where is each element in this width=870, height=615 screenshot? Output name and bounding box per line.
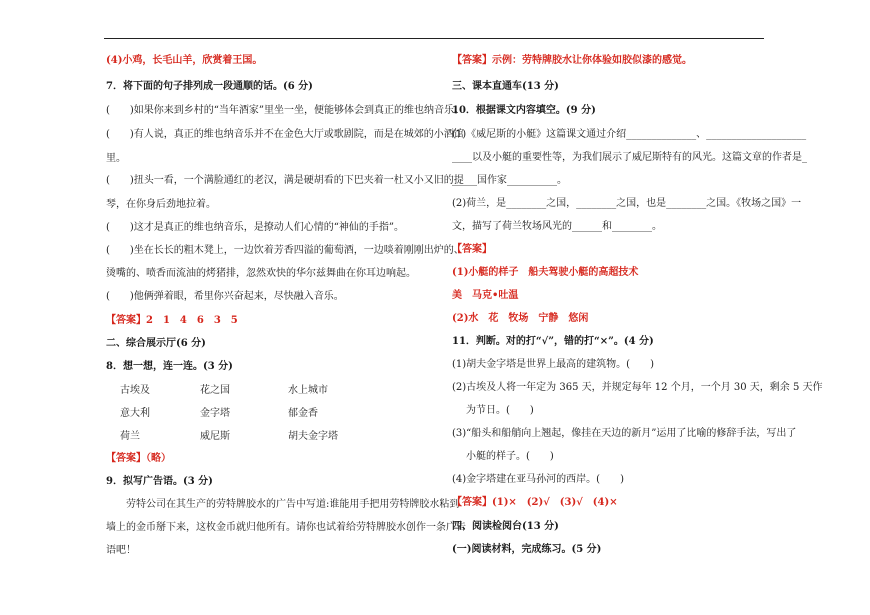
- question-7-title: 7．将下面的句子排列成一段通顺的话。(6 分): [106, 81, 313, 92]
- match-item: 威尼斯: [200, 431, 230, 442]
- section-2-title: 二、综合展示厅(6 分): [106, 338, 206, 349]
- match-item: 水上城市: [288, 385, 328, 396]
- answer-8: 【答案】（略）: [106, 453, 171, 464]
- judge-item-cont: 为节日。( ): [466, 405, 534, 416]
- fill-blank-line: ____以及小艇的重要性等，为我们展示了威尼斯特有的风光。这篇文章的作者是_: [452, 152, 807, 163]
- section-4-title: 四、阅读检阅台(13 分): [452, 521, 559, 532]
- sentence-item: ( )如果你来到乡村的“当年酒家”里坐一坐，便能够体会到真正的维也纳音乐。: [106, 105, 465, 116]
- judge-item: (2)古埃及人将一年定为 365 天，并规定每年 12 个月，一个月 30 天，剩余 5 天作: [452, 382, 823, 393]
- reading-part-1-title: (一)阅读材料，完成练习。(5 分): [452, 544, 602, 555]
- match-item: 金字塔: [200, 408, 230, 419]
- fill-blank-line: 文，描写了荷兰牧场风光的______和________。: [452, 221, 662, 232]
- match-item: 意大利: [120, 408, 150, 419]
- match-item: 郁金香: [288, 408, 318, 419]
- question-10-title: 10．根据课文内容填空。(9 分): [452, 105, 596, 116]
- paragraph-line: 语吧！: [106, 545, 136, 556]
- header-rule: [104, 38, 764, 39]
- judge-item: (1)胡夫金字塔是世界上最高的建筑物。( ): [452, 359, 654, 370]
- question-9-title: 9．拟写广告语。(3 分): [106, 476, 213, 487]
- sentence-item-cont: 烫嘴的、喷香而流油的烤猪排，忽然欢快的华尔兹舞曲在你耳边响起。: [106, 268, 416, 279]
- answer-7: 【答案】2 1 4 6 3 5: [106, 315, 238, 326]
- judge-item: (3)“船头和船艄向上翘起，像挂在天边的新月”运用了比喻的修辞手法，写出了: [452, 428, 797, 439]
- match-item: 花之国: [200, 385, 230, 396]
- answer-10-line: (2)水 花 牧场 宁静 悠闲: [452, 313, 589, 324]
- judge-item: (4)金字塔建在亚马孙河的西岸。( ): [452, 474, 624, 485]
- answer-10-line: 美 马克•吐温: [452, 290, 519, 301]
- match-item: 胡夫金字塔: [288, 431, 338, 442]
- sentence-item: ( )扭头一看，一个满脸通红的老汉，满是硬胡看的下巴夹着一杜又小又旧的提: [106, 175, 464, 186]
- section-3-title: 三、课本直通车(13 分): [452, 81, 559, 92]
- answer-line: (4)小鸡，长毛山羊，欣赏着王国。: [106, 55, 263, 66]
- match-item: 荷兰: [120, 431, 140, 442]
- sentence-item: ( )有人说，真正的维也纳音乐并不在金色大厅或歌剧院，而是在城郊的小酒馆: [106, 129, 464, 140]
- answer-10-line: (1)小艇的样子 船夫驾驶小艇的高超技术: [452, 267, 639, 278]
- question-8-title: 8．想一想，连一连。(3 分): [106, 361, 233, 372]
- question-11-title: 11．判断。对的打“√”，错的打“×”。(4 分): [452, 336, 654, 347]
- paragraph-line: 墙上的金币掰下来，这枚金币就归他所有。请你也试着给劳特牌胶水创作一条广告: [106, 522, 466, 533]
- answer-10-label: 【答案】: [452, 244, 492, 255]
- judge-item-cont: 小艇的样子。( ): [466, 451, 554, 462]
- fill-blank-line: _____国作家__________。: [452, 175, 567, 186]
- sentence-item: ( )坐在长长的粗木凳上，一边饮着芳香四溢的葡萄酒，一边啖着刚刚出炉的、: [106, 245, 464, 256]
- answer-11: 【答案】(1)× (2)√ (3)√ (4)×: [452, 497, 618, 508]
- sentence-item-cont: 里。: [106, 153, 126, 164]
- fill-blank-line: (2)荷兰，是________之国，________之国，也是________之国。《牧场之国》一: [452, 198, 802, 209]
- match-item: 古埃及: [120, 385, 150, 396]
- sentence-item: ( )他俩弹着眼，希里你兴奋起来，尽快融入音乐。: [106, 291, 344, 302]
- answer-9: 【答案】示例：劳特牌胶水让你体验如胶似漆的感觉。: [452, 55, 692, 66]
- sentence-item: ( )这才是真正的维也纳音乐，是撩动人们心情的“神仙的手指”。: [106, 222, 405, 233]
- sentence-item-cont: 琴，在你身后劲地拉着。: [106, 199, 216, 210]
- fill-blank-line: (1)《威尼斯的小艇》这篇课文通过介绍______________、____________________: [452, 129, 807, 140]
- paragraph-line: 劳特公司在其生产的劳特牌胶水的广告中写道:谁能用手把用劳特牌胶水粘到: [126, 499, 460, 510]
